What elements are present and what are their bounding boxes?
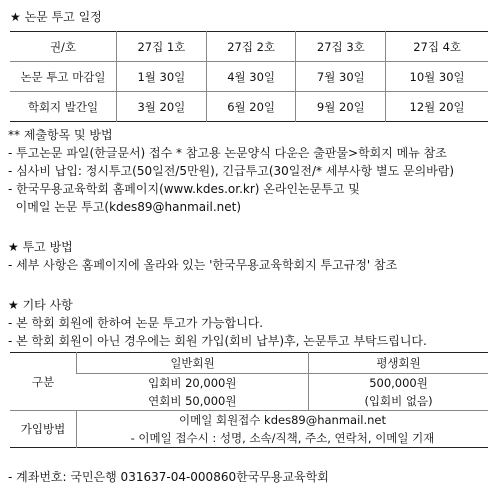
table-cell: 6월 20일 [206,92,296,122]
submission-heading: ** 제출항목 및 방법 [8,128,113,142]
table-cell: 10월 30일 [386,62,488,92]
membership-table [10,352,488,448]
table-row [10,411,488,448]
lifetime-fee-line: 500,000원 [369,376,428,390]
table-cell: 1월 30일 [117,62,207,92]
table-row [10,62,488,92]
submission-line: - 심사비 납입: 정시투고(50일전/5만원), 긴급투고(30일전/* 세부사항 별도 문의바람) [8,164,455,178]
category-label: 구분 [10,353,77,411]
schedule-heading: ★ 논문 투고 일정 [10,10,102,24]
table-row [10,32,488,62]
schedule-table [10,31,488,122]
submission-line: - 투고논문 파일(한글문서) 접수 * 참고용 논문양식 다운은 출판물>학회지 메뉴 참조 [8,146,447,160]
table-cell: 4월 30일 [206,62,296,92]
submission-line: 이메일 논문 투고(kdes89@hanmail.net) [8,200,242,214]
table-cell: 12월 20일 [386,92,488,122]
method-line: - 세부 사항은 홈페이지에 올라와 있는 '한국무용교육학회지 투고규정' 참조 [8,258,398,272]
join-line: 이메일 회원접수 kdes89@hanmail.net [178,413,387,427]
account-info: - 계좌번호: 국민은행 031637-04-000860한국무용교육학회 [8,470,329,484]
other-line: - 본 학회 회원이 아닌 경우에는 회원 가입(회비 납부)후, 논문투고 부탁드립니다. [8,334,427,348]
other-heading: ★ 기타 사항 [8,298,73,312]
table-row [10,374,488,411]
table-header-cell: 27집 2호 [206,32,296,62]
table-header-cell: 27집 3호 [296,32,386,62]
join-line: - 이메일 접수시 : 성명, 소속/직책, 주소, 연락처, 이메일 기재 [130,431,435,445]
lifetime-member-header: 평생회원 [309,353,488,374]
submission-line: - 한국무용교육학회 홈페이지(www.kdes.or.kr) 온라인논문투고 및 [8,182,360,196]
general-fee-line: 연회비 50,000원 [148,394,237,408]
table-header-cell: 27집 4호 [386,32,488,62]
table-cell: 7월 30일 [296,62,386,92]
method-heading: ★ 투고 방법 [8,240,73,254]
general-fee-line: 입회비 20,000원 [148,376,237,390]
table-cell: 9월 20일 [296,92,386,122]
table-header-cell: 27집 1호 [117,32,207,62]
table-row [10,92,488,122]
other-line: - 본 학회 회원에 한하여 논문 투고가 가능합니다. [8,316,264,330]
table-header-cell: 권/호 [10,32,117,62]
join-method-detail [77,411,489,448]
join-method-label: 가입방법 [20,422,66,436]
table-cell: 학회지 발간일 [27,99,99,114]
lifetime-fee-line: (입회비 없음) [364,394,433,408]
lifetime-member-fees [309,374,488,411]
general-member-fees [77,374,309,411]
table-row [10,353,488,374]
table-cell: 논문 투고 마감일 [10,62,117,92]
general-member-header: 일반회원 [77,353,309,374]
table-cell: 3월 20일 [117,92,207,122]
